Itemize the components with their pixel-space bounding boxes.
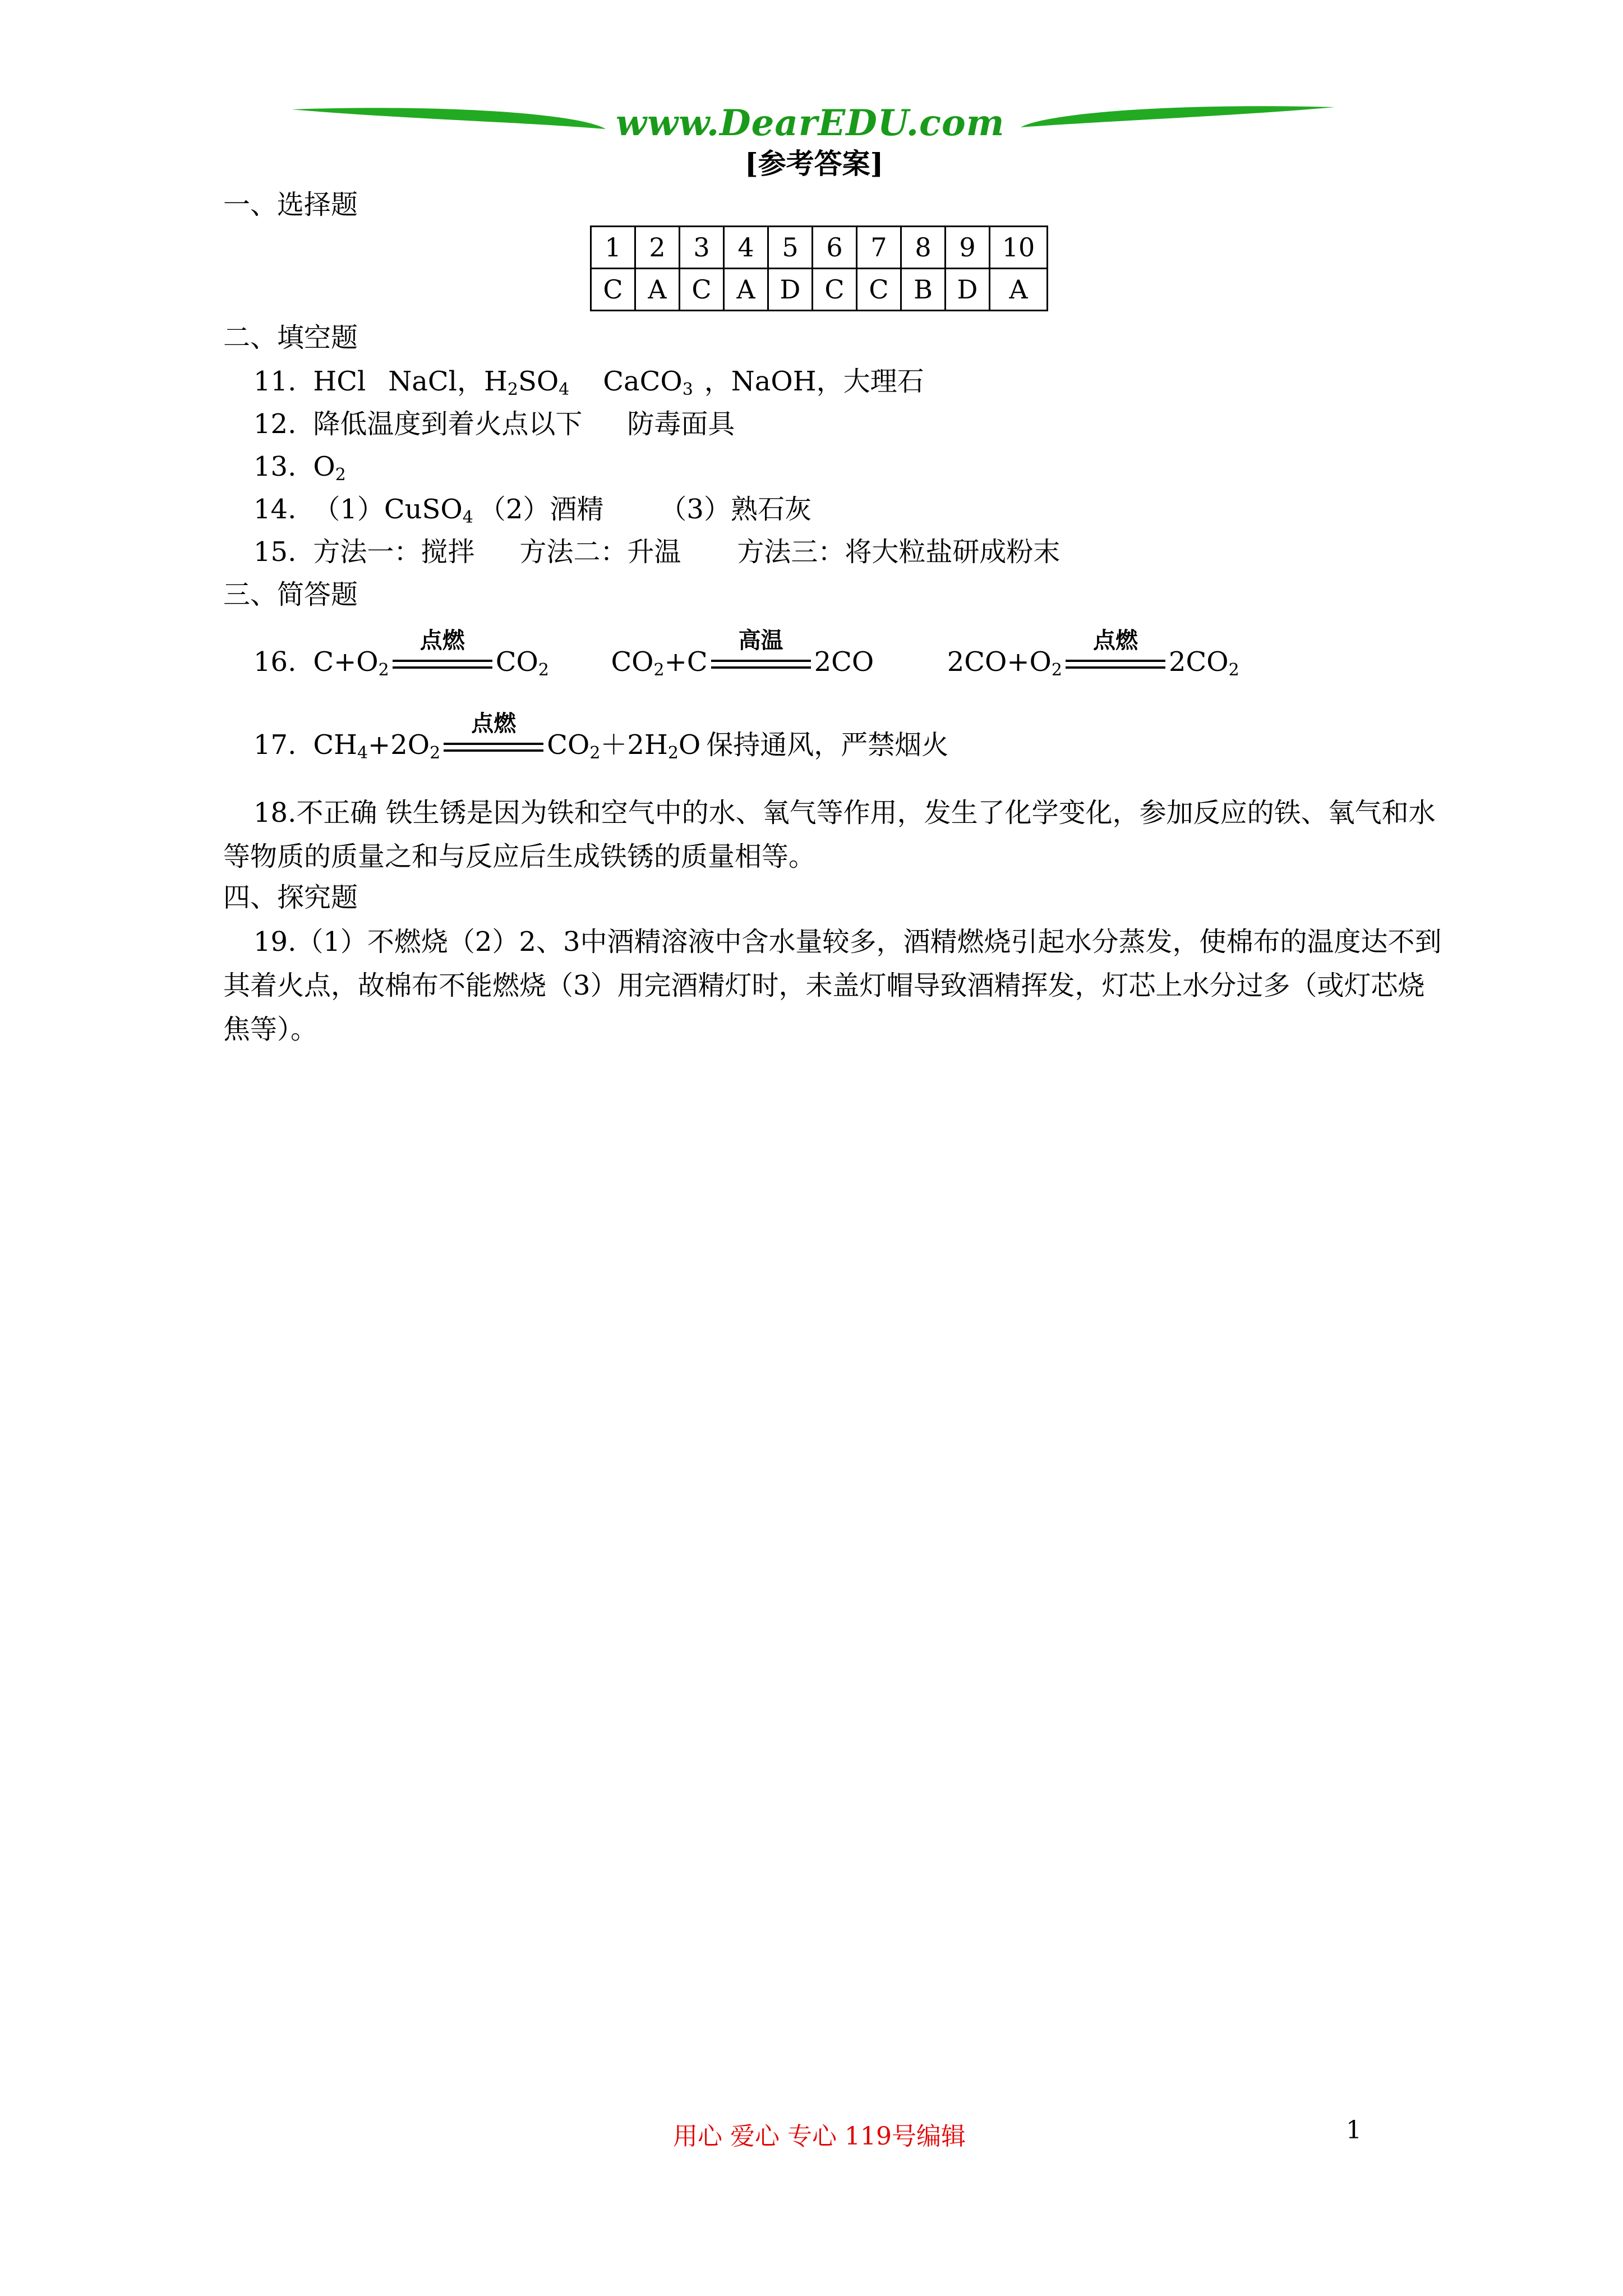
answer-q17: 17. $CH_4+2O_2$ 点燃 $CO_2+2H_2O$ 保持通风，严禁烟火 xyxy=(253,711,949,763)
table-cell: 6 xyxy=(813,227,857,269)
reaction-condition: 点燃 xyxy=(389,645,496,679)
reaction-condition: 点燃 xyxy=(1062,645,1169,679)
brand-logo-text: www.DearEDU.com xyxy=(616,102,1005,144)
table-cell: C xyxy=(813,269,857,311)
page-title: [参考答案] xyxy=(745,147,884,180)
answer-q11: 11. HCl NaCl，$H_2SO_4$ CaCO$_3$ ，NaOH，大理石 xyxy=(253,366,924,399)
table-cell: D xyxy=(946,269,990,311)
table-cell: 1 xyxy=(591,227,635,269)
table-cell: A xyxy=(724,269,768,311)
section-short-heading: 三、简答题 xyxy=(223,579,358,610)
section-choice-heading: 一、选择题 xyxy=(223,189,358,220)
table-cell: D xyxy=(768,269,813,311)
table-cell: 3 xyxy=(680,227,724,269)
answer-q18: 18.不正确 铁生锈是因为铁和空气中的水、氧气等作用，发生了化学变化，参加反应的铁、氧气和水等物质的质量之和与反应后生成铁锈的质量相等。 xyxy=(223,797,1436,872)
section-fill-heading: 二、填空题 xyxy=(223,322,358,353)
table-cell: 2 xyxy=(635,227,680,269)
answer-q14: 14. （1）CuSO$_4$ （2）酒精 （3）熟石灰 xyxy=(253,494,811,527)
answer-table xyxy=(590,226,1048,311)
answer-q13: 13. $O_2$ xyxy=(253,451,346,485)
answer-q19: 19.（1）不燃烧（2）2、3中酒精溶液中含水量较多，酒精燃烧引起水分蒸发，使棉布的温度达不到其着火点，故棉布不能燃烧（3）用完酒精灯时，未盖灯帽导致酒精挥发，灯芯上水分过多（或灯芯烧焦等）。 xyxy=(223,926,1442,1045)
table-cell: C xyxy=(680,269,724,311)
table-row-answers xyxy=(591,269,1048,311)
answer-q12: 12. 降低温度到着火点以下 防毒面具 xyxy=(253,408,735,440)
reaction-condition: 点燃 xyxy=(440,728,547,762)
table-cell: C xyxy=(591,269,635,311)
table-cell: 8 xyxy=(901,227,946,269)
table-cell: 10 xyxy=(990,227,1048,269)
table-cell: C xyxy=(857,269,901,311)
table-cell: 5 xyxy=(768,227,813,269)
table-cell: A xyxy=(635,269,680,311)
page-number: 1 xyxy=(1346,2116,1362,2145)
reaction-condition: 高温 xyxy=(708,645,814,679)
footer-text: 用心 爱心 专心 119号编辑 xyxy=(673,2122,966,2151)
table-cell: 7 xyxy=(857,227,901,269)
answer-q15: 15. 方法一：搅拌 方法二：升温 方法三：将大粒盐研成粉末 xyxy=(253,536,1061,568)
table-cell: 4 xyxy=(724,227,768,269)
table-cell: B xyxy=(901,269,946,311)
table-cell: 9 xyxy=(946,227,990,269)
table-row-numbers xyxy=(591,227,1048,269)
section-explore-heading: 四、探究题 xyxy=(223,882,358,913)
table-cell: A xyxy=(990,269,1048,311)
answer-q16: 16. $C+O_2$ 点燃 $CO_2$ $CO_2+C$ 高温 2CO $2CO+O_2$ 点燃 $2CO_2$ xyxy=(253,628,1239,680)
